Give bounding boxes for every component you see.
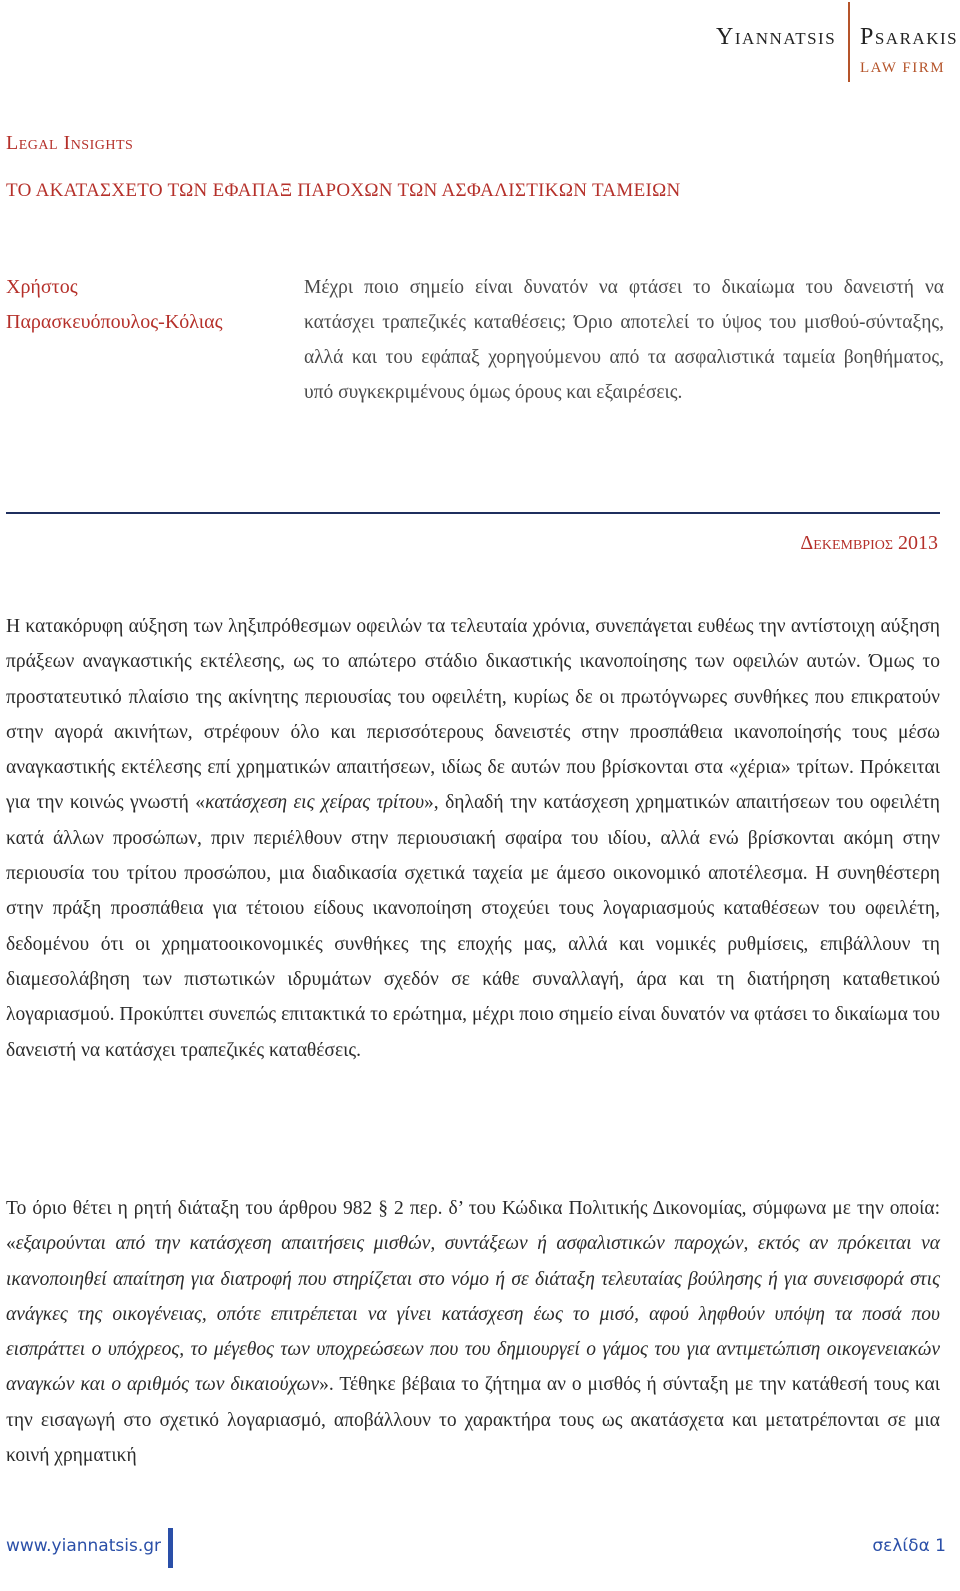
paragraph-2-text-a: Το όριο θέτει η ρητή διάταξη του άρθρου 982 § 2 περ. δ’ του Κώδικα Πολιτικής Δικονομίας, σύμφωνα με την οποία: «: [6, 1198, 940, 1255]
article-summary: Μέχρι ποιο σημείο είναι δυνατόν να φτάσει το δικαίωμα του δανειστή να κατάσχει τραπεζικές καταθέσεις; Όριο αποτελεί το ύψος του μισθού-σύνταξης, αλλά και του εφάπαξ χορηγούμενου από τα ασφαλιστικά ταμεία βοηθήματος, υπό συγκεκριμένους όμως όρους και εξαιρέσεις.: [304, 277, 944, 403]
logo-name-yiannatsis: Yiannatsis: [716, 24, 837, 50]
section-heading: Legal Insights: [6, 132, 134, 154]
author-first-name: Χρήστος: [6, 276, 78, 298]
paragraph-1-italic: κατάσχεση εις χείρας τρίτου: [205, 792, 425, 814]
body-paragraph-1: [6, 609, 940, 1068]
publication-date: Δεκεμβριος 2013: [800, 532, 938, 554]
divider: [6, 512, 940, 514]
author-name: [6, 270, 296, 340]
paragraph-2-text-b: ». Τέθηκε βέβαια το ζήτημα αν ο μισθός ή σύνταξη με την κατάθεσή τους και την εισαγωγή στο σχετικό λογαριασμό, αποβάλλουν το χαρακτήρα τους ως ακατάσχετα και μετατρέπονται σε μια κοινή χρηματική: [6, 1374, 941, 1467]
footer-bar: [168, 1528, 173, 1568]
logo-separator: [848, 2, 850, 82]
author-last-name: Παρασκευόπουλος-Κόλιας: [6, 311, 223, 333]
paragraph-1-text-a: Η κατακόρυφη αύξηση των ληξιπρόθεσμων οφειλών τα τελευταία χρόνια, συνεπάγεται ευθέως την αντίστοιχη αύξηση πράξεων αναγκαστικής εκτέλεσης, ως το απώτερο στάδιο δικαστικής ικανοποίησης των οφειλών αυτών. Όμως το προστατευτικό πλαίσιο της ακίνητης περιουσίας του οφειλέτη, κυρίως δε οι πρωτόγνωρες συνθήκες που επικρατούν στην αγορά ακινήτων, στρέφουν όλο και περισσότερους δανειστές στην προσπάθεια ικανοποίησής τους μέσω αναγκαστικής εκτέλεσης επί χρηματικών απαιτήσεων, ιδίως δε αυτών που βρίσκονται στα «χέρια» τρίτων. Πρόκειται για την κοινώς γνωστή «: [6, 616, 940, 814]
paragraph-2-italic: εξαιρούνται από την κατάσχεση απαιτήσεις μισθών, συντάξεων ή ασφαλιστικών παροχών, εκτός αν πρόκειται να ικανοποιηθεί απαίτηση για διατροφή που στηρίζεται στο νόμο ή σε διάταξη τελευταίας βούλησης ή για συνεισφορά στις ανάγκες της οικογένειας, οπότε επιτρέπεται να γίνει κατάσχεση έως το μισό, αφού ληφθούν υπόψη τα ποσά που εισπράττει ο υπόχρεος, το μέγεθος των υποχρεώσεων που του δημιουργεί ο γάμος του για αντιμετώπιση οικογενειακών αναγκών και ο αριθμός των δικαιούχων: [6, 1233, 940, 1396]
article-title: ΤΟ ΑΚΑΤΑΣΧΕΤΟ ΤΩΝ ΕΦΑΠΑΞ ΠΑΡΟΧΩΝ ΤΩΝ ΑΣΦΑΛΙΣΤΙΚΩΝ ΤΑΜΕΙΩΝ: [6, 180, 681, 201]
page-number: σελίδα 1: [872, 1536, 946, 1556]
firm-logo: [716, 0, 959, 82]
logo-name-psarakis: Psarakis: [860, 24, 959, 50]
website-link[interactable]: www.yiannatsis.gr: [6, 1536, 162, 1556]
logo-subtitle: LAW FIRM: [860, 60, 946, 76]
paragraph-1-text-b: », δηλαδή την κατάσχεση χρηματικών απαιτήσεων του οφειλέτη κατά άλλων προσώπων, πριν περιέλθουν στην περιουσιακή σφαίρα του ιδίου, αλλά ενώ βρίσκονται ακόμη στην περιουσία του τρίτου προσώπου, μια διαδικασία σχετικά ταχεία με άμεσο οικονομικό αποτέλεσμα. Η συνηθέστερη στην πράξη προσπάθεια για τέτοιου είδους ικανοποίηση στοχεύει τους λογαριασμούς καταθέσεων του οφειλέτη, δεδομένου ότι οι χρηματοοικονομικές συνθήκες της εποχής μας, αλλά και νομικές ρυθμίσεις, επιβάλλουν τη διαμεσολάβηση των πιστωτικών ιδρυμάτων σχεδόν σε κάθε συναλλαγή, άρα και τη διατήρηση καταθετικού λογαριασμού. Προκύπτει συνεπώς επιτακτικά το ερώτημα, μέχρι ποιο σημείο είναι δυνατόν να φτάσει το δικαίωμα του δανειστή να κατάσχει τραπεζικές καταθέσεις.: [6, 792, 940, 1061]
body-paragraph-2: [6, 1191, 940, 1473]
